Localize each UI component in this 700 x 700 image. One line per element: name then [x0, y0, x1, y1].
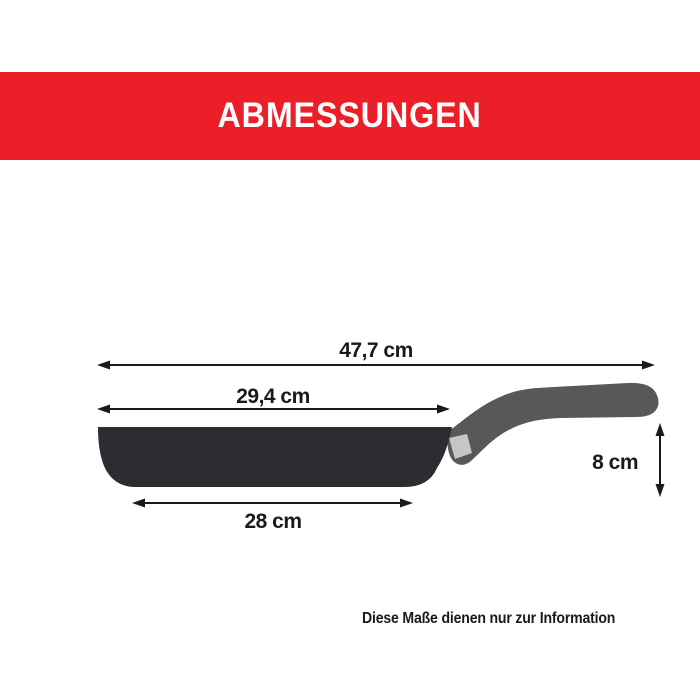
- height-label: 8 cm: [592, 451, 638, 474]
- arrowhead-right-icon: [437, 405, 450, 414]
- page-title: ABMESSUNGEN: [217, 96, 483, 135]
- dimension-total-length: [97, 339, 655, 370]
- pan-body: [98, 427, 452, 487]
- arrowhead-left-icon: [97, 405, 110, 414]
- arrowhead-left-icon: [97, 361, 110, 370]
- total-length-label: 47,7 cm: [339, 339, 413, 362]
- dimension-height: [592, 423, 664, 497]
- top-diameter-label: 29,4 cm: [236, 385, 310, 408]
- arrowhead-right-icon: [642, 361, 655, 370]
- arrowhead-left-icon: [132, 499, 145, 508]
- arrowhead-right-icon: [400, 499, 413, 508]
- arrowhead-down-icon: [656, 484, 665, 497]
- base-diameter-label: 28 cm: [244, 510, 302, 533]
- dimension-base-diameter: [132, 499, 413, 534]
- footer-disclaimer: Diese Maße dienen nur zur Information: [362, 610, 616, 627]
- arrowhead-up-icon: [656, 423, 665, 436]
- dimension-top-diameter: [97, 385, 450, 414]
